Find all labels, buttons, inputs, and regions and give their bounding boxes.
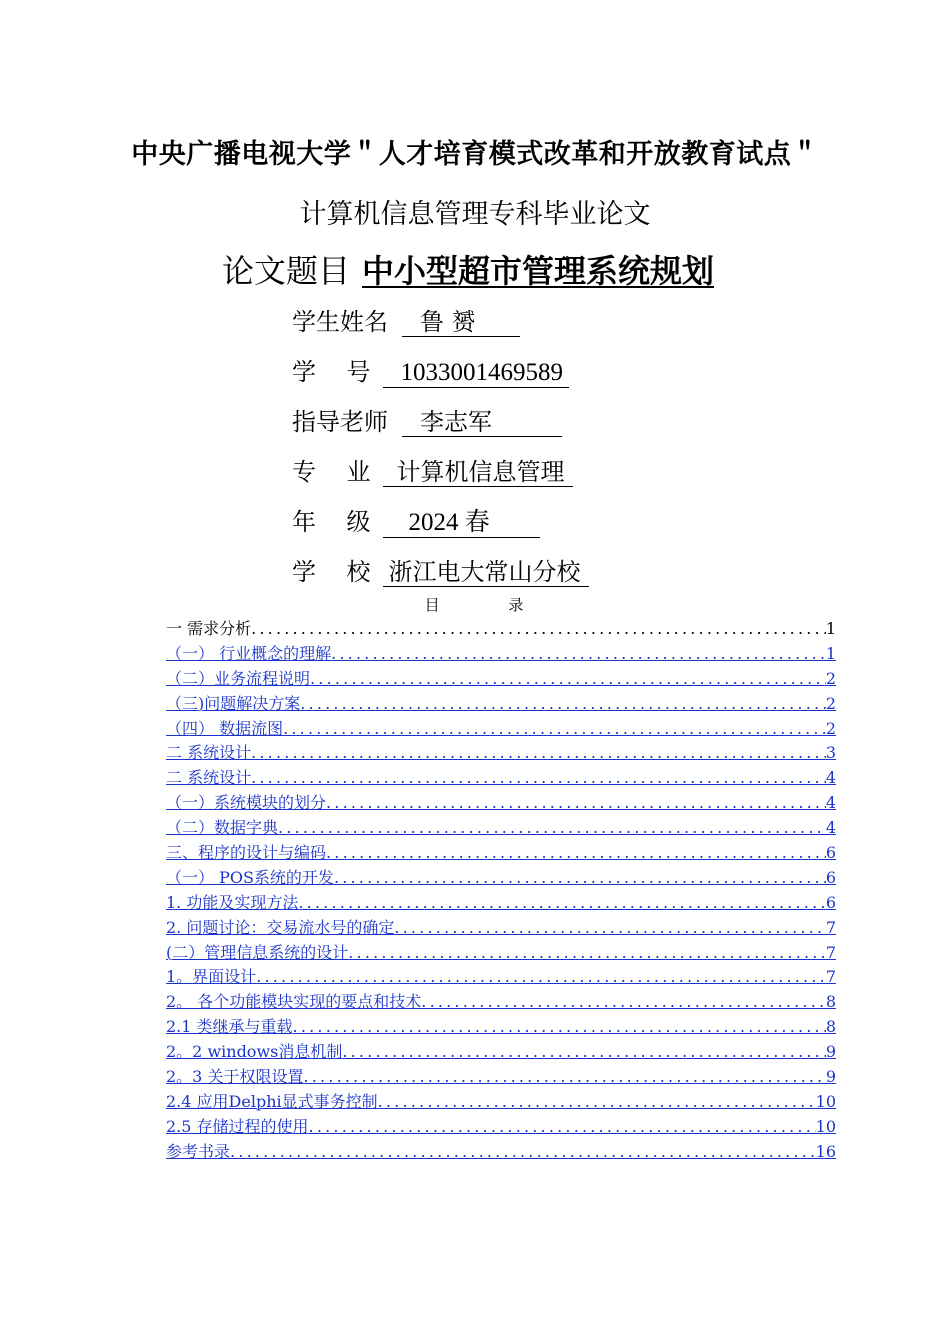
toc-entry[interactable]: 2. 问题讨论：交易流水号的确定 ..... 7 [166, 916, 836, 941]
info-student-id [292, 352, 569, 388]
info-value: 鲁 赟 [402, 308, 520, 337]
toc-entry[interactable]: 2.5 存储过程的使用 ..... 10 [166, 1115, 836, 1140]
info-label: 学 校 [292, 558, 371, 586]
toc-entry[interactable]: 1。界面设计 ..... 7 [166, 965, 836, 990]
info-major [292, 452, 573, 487]
info-label: 指导老师 [292, 408, 388, 436]
thesis-title-label: 论文题目 [221, 252, 350, 290]
toc-heading: 目 录 [424, 596, 556, 614]
toc-entry[interactable]: （一） POS系统的开发 ..... 6 [166, 866, 836, 891]
info-advisor [292, 402, 562, 437]
info-value: 计算机信息管理 [383, 458, 573, 487]
toc-entry[interactable]: （二）业务流程说明 ..... 2 [166, 667, 836, 692]
toc-entry[interactable]: 二 系统设计 ..... 3 [166, 741, 836, 766]
toc-entry[interactable]: 2.4 应用Delphi显式事务控制 ..... 10 [166, 1090, 836, 1115]
thesis-title-row [0, 246, 950, 292]
info-student-name [292, 302, 520, 337]
toc-entry[interactable]: 2。3 关于权限设置 ..... 9 [166, 1065, 836, 1090]
info-value: 李志军 [402, 408, 562, 437]
toc-entry[interactable]: 1. 功能及实现方法 ..... 6 [166, 891, 836, 916]
thesis-type-header: 计算机信息管理专科毕业论文 [299, 199, 651, 230]
info-value: 2024 春 [383, 509, 540, 538]
toc-entry[interactable]: 2。2 windows消息机制 ..... 9 [166, 1040, 836, 1065]
table-of-contents [166, 617, 836, 1165]
info-value: 浙江电大常山分校 [383, 558, 589, 587]
toc-entry[interactable]: (二）管理信息系统的设计 ..... 7 [166, 941, 836, 966]
toc-entry[interactable]: 三、程序的设计与编码 ..... 6 [166, 841, 836, 866]
toc-entry[interactable]: （一） 行业概念的理解 ..... 1 [166, 642, 836, 667]
info-value: 1033001469589 [383, 359, 570, 388]
university-header: 中央广播电视大学＂人才培育模式改革和开放教育试点＂ [131, 139, 819, 170]
toc-entry[interactable]: （四） 数据流图 ..... 2 [166, 717, 836, 742]
toc-entry[interactable]: 一 需求分析 ..... 1 [166, 617, 836, 642]
info-label: 专 业 [292, 458, 371, 486]
toc-entry[interactable]: （一）系统模块的划分 ..... 4 [166, 791, 836, 816]
toc-entry[interactable]: 参考书录 ..... 16 [166, 1140, 836, 1165]
toc-entry[interactable]: 2.1 类继承与重载 ..... 8 [166, 1015, 836, 1040]
info-label: 学 号 [292, 358, 371, 386]
toc-entry[interactable]: （三)问题解决方案 ..... 2 [166, 692, 836, 717]
info-label: 年 级 [292, 508, 371, 536]
toc-entry[interactable]: 2。 各个功能模块实现的要点和技术 ..... 8 [166, 990, 836, 1015]
toc-entry[interactable]: （二）数据字典 ..... 4 [166, 816, 836, 841]
thesis-title-value: 中小型超市管理系统规划 [362, 252, 715, 290]
info-school [292, 552, 589, 587]
toc-entry[interactable]: 二 系统设计 ..... 4 [166, 766, 836, 791]
info-label: 学生姓名 [292, 308, 388, 336]
info-grade [292, 502, 540, 538]
